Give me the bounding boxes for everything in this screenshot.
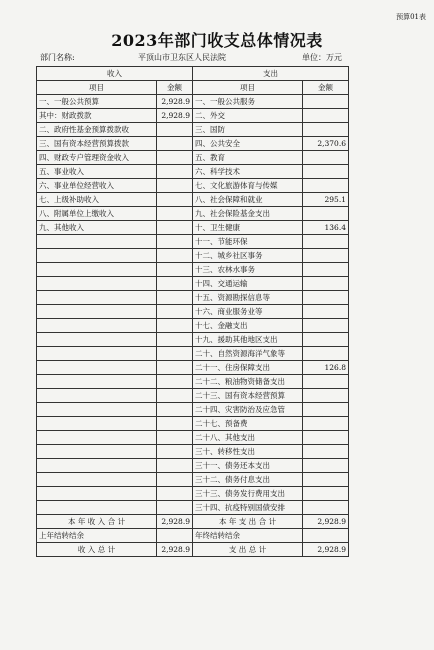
income-item-amount [157, 179, 193, 193]
expense-item-name: 二十八、其他支出 [193, 431, 303, 445]
table-row [37, 333, 349, 347]
income-empty-amount [157, 263, 193, 277]
expense-item-name: 十七、金融支出 [193, 319, 303, 333]
carry-out-label: 年终结转结余 [193, 529, 303, 543]
carry-out-amount [303, 529, 349, 543]
income-amount-header: 金额 [157, 81, 193, 95]
income-empty-amount [157, 459, 193, 473]
table-row [37, 319, 349, 333]
year-expense-label: 本 年 支 出 合 计 [193, 515, 303, 529]
income-item-amount [157, 165, 193, 179]
income-empty-cell [37, 417, 157, 431]
budget-table-body [37, 67, 349, 515]
expense-item-amount [303, 459, 349, 473]
expense-item-amount [303, 207, 349, 221]
table-row [37, 137, 349, 151]
income-empty-amount [157, 501, 193, 515]
expense-item-amount [303, 179, 349, 193]
year-total-row [37, 515, 349, 529]
income-item-amount: 2,928.9 [157, 109, 193, 123]
income-item-header: 项目 [37, 81, 157, 95]
income-item-name: 七、上级补助收入 [37, 193, 157, 207]
department-label: 部门名称: [40, 53, 75, 62]
expense-item-amount [303, 123, 349, 137]
income-empty-amount [157, 249, 193, 263]
income-item-name: 八、附属单位上缴收入 [37, 207, 157, 221]
expense-item-name: 五、教育 [193, 151, 303, 165]
table-row [37, 123, 349, 137]
table-row [37, 235, 349, 249]
expense-item-name: 四、公共安全 [193, 137, 303, 151]
expense-item-name: 二十三、国有资本经营预算 [193, 389, 303, 403]
income-empty-cell [37, 403, 157, 417]
expense-header: 支出 [193, 67, 349, 81]
expense-item-name: 十六、商业服务业等 [193, 305, 303, 319]
table-row [37, 431, 349, 445]
expense-amount-header: 金额 [303, 81, 349, 95]
table-row [37, 263, 349, 277]
table-row [37, 487, 349, 501]
table-row [37, 291, 349, 305]
expense-item-amount: 2,370.6 [303, 137, 349, 151]
table-row [37, 179, 349, 193]
total-expense-label: 支 出 总 计 [193, 543, 303, 557]
income-empty-cell [37, 459, 157, 473]
expense-item-amount [303, 431, 349, 445]
total-expense-amount: 2,928.9 [303, 543, 349, 557]
expense-item-name: 二十一、住房保障支出 [193, 361, 303, 375]
table-row [37, 277, 349, 291]
income-empty-cell [37, 473, 157, 487]
carryover-row [37, 529, 349, 543]
income-empty-amount [157, 319, 193, 333]
income-empty-cell [37, 389, 157, 403]
income-empty-amount [157, 403, 193, 417]
table-row [37, 473, 349, 487]
table-row [37, 361, 349, 375]
expense-item-name: 七、文化旅游体育与传媒 [193, 179, 303, 193]
expense-item-amount [303, 249, 349, 263]
expense-item-name: 十三、农林水事务 [193, 263, 303, 277]
year-expense-amount: 2,928.9 [303, 515, 349, 529]
table-row [37, 459, 349, 473]
expense-item-name: 十一、节能环保 [193, 235, 303, 249]
expense-item-name: 十五、资源勘探信息等 [193, 291, 303, 305]
income-item-amount [157, 221, 193, 235]
form-number: 预算01表 [396, 13, 426, 21]
expense-item-amount [303, 291, 349, 305]
expense-item-name: 十九、援助其他地区支出 [193, 333, 303, 347]
income-empty-cell [37, 277, 157, 291]
budget-table [36, 66, 349, 557]
income-item-name: 五、事业收入 [37, 165, 157, 179]
year-income-label: 本 年 收 入 合 计 [37, 515, 157, 529]
expense-item-name: 三、国防 [193, 123, 303, 137]
income-item-amount [157, 193, 193, 207]
income-empty-amount [157, 291, 193, 305]
expense-item-amount [303, 333, 349, 347]
income-item-name: 六、事业单位经营收入 [37, 179, 157, 193]
expense-item-amount [303, 165, 349, 179]
income-empty-amount [157, 361, 193, 375]
table-row [37, 221, 349, 235]
expense-item-amount [303, 445, 349, 459]
income-empty-cell [37, 291, 157, 305]
income-item-amount [157, 207, 193, 221]
expense-item-name: 三十三、债务发行费用支出 [193, 487, 303, 501]
carry-in-amount [157, 529, 193, 543]
expense-item-amount [303, 277, 349, 291]
expense-item-name: 三十四、抗疫特别国债安排 [193, 501, 303, 515]
table-row [37, 109, 349, 123]
expense-item-name: 二十七、预备费 [193, 417, 303, 431]
income-item-amount [157, 137, 193, 151]
table-row [37, 193, 349, 207]
income-empty-cell [37, 501, 157, 515]
expense-item-name: 六、科学技术 [193, 165, 303, 179]
column-header-row [37, 81, 349, 95]
income-empty-cell [37, 333, 157, 347]
income-empty-cell [37, 487, 157, 501]
income-empty-amount [157, 333, 193, 347]
income-item-amount [157, 151, 193, 165]
income-empty-cell [37, 445, 157, 459]
income-item-amount: 2,928.9 [157, 95, 193, 109]
income-empty-amount [157, 375, 193, 389]
page-title: 2023年部门收支总体情况表 [111, 31, 323, 50]
table-row [37, 375, 349, 389]
year-income-amount: 2,928.9 [157, 515, 193, 529]
expense-item-name: 二十二、粮油物资储备支出 [193, 375, 303, 389]
expense-item-name: 三十、转移性支出 [193, 445, 303, 459]
totals-body [37, 515, 349, 557]
expense-item-header: 项目 [193, 81, 303, 95]
income-empty-amount [157, 235, 193, 249]
grand-total-row [37, 543, 349, 557]
unit-label: 单位：万元 [302, 53, 342, 62]
expense-item-name: 二、外交 [193, 109, 303, 123]
table-row [37, 501, 349, 515]
income-empty-cell [37, 361, 157, 375]
table-row [37, 305, 349, 319]
income-empty-cell [37, 347, 157, 361]
income-empty-amount [157, 473, 193, 487]
income-empty-amount [157, 431, 193, 445]
expense-item-amount [303, 389, 349, 403]
expense-item-amount [303, 375, 349, 389]
income-empty-cell [37, 235, 157, 249]
income-empty-amount [157, 389, 193, 403]
expense-item-amount [303, 319, 349, 333]
income-item-name: 九、其他收入 [37, 221, 157, 235]
expense-item-amount [303, 109, 349, 123]
table-row [37, 151, 349, 165]
expense-item-amount [303, 235, 349, 249]
income-item-name: 四、财政专户管理资金收入 [37, 151, 157, 165]
expense-item-name: 一、一般公共服务 [193, 95, 303, 109]
income-empty-amount [157, 487, 193, 501]
income-header: 收入 [37, 67, 193, 81]
expense-item-amount [303, 263, 349, 277]
table-row [37, 165, 349, 179]
income-empty-amount [157, 305, 193, 319]
table-row [37, 347, 349, 361]
expense-item-amount [303, 501, 349, 515]
expense-item-name: 十四、交通运输 [193, 277, 303, 291]
expense-item-amount: 136.4 [303, 221, 349, 235]
carry-in-label: 上年结转结余 [37, 529, 157, 543]
expense-item-amount [303, 305, 349, 319]
total-income-label: 收 入 总 计 [37, 543, 157, 557]
expense-item-name: 十二、城乡社区事务 [193, 249, 303, 263]
expense-item-name: 八、社会保障和就业 [193, 193, 303, 207]
income-empty-amount [157, 277, 193, 291]
table-row [37, 389, 349, 403]
income-empty-cell [37, 305, 157, 319]
income-empty-cell [37, 375, 157, 389]
department-name: 平顶山市卫东区人民法院 [138, 53, 226, 62]
total-income-amount: 2,928.9 [157, 543, 193, 557]
expense-item-amount [303, 473, 349, 487]
income-empty-amount [157, 347, 193, 361]
expense-item-amount [303, 151, 349, 165]
income-empty-cell [37, 263, 157, 277]
expense-item-amount [303, 403, 349, 417]
expense-item-amount [303, 95, 349, 109]
income-item-name: 二、政府性基金预算拨款收 [37, 123, 157, 137]
income-empty-amount [157, 417, 193, 431]
income-empty-cell [37, 249, 157, 263]
income-item-name: 三、国有资本经营预算拨款 [37, 137, 157, 151]
income-empty-amount [157, 445, 193, 459]
section-header-row [37, 67, 349, 81]
table-row [37, 249, 349, 263]
expense-item-name: 三十一、债务还本支出 [193, 459, 303, 473]
expense-item-amount: 126.8 [303, 361, 349, 375]
expense-item-name: 十、卫生健康 [193, 221, 303, 235]
expense-item-name: 三十二、债务付息支出 [193, 473, 303, 487]
expense-item-amount [303, 417, 349, 431]
income-empty-cell [37, 319, 157, 333]
table-row [37, 95, 349, 109]
expense-item-amount [303, 347, 349, 361]
expense-item-amount: 295.1 [303, 193, 349, 207]
income-empty-cell [37, 431, 157, 445]
expense-item-name: 九、社会保险基金支出 [193, 207, 303, 221]
table-row [37, 403, 349, 417]
table-row [37, 417, 349, 431]
table-row [37, 207, 349, 221]
income-item-name: 其中：财政拨款 [37, 109, 157, 123]
income-item-amount [157, 123, 193, 137]
income-item-name: 一、一般公共预算 [37, 95, 157, 109]
table-row [37, 445, 349, 459]
expense-item-amount [303, 487, 349, 501]
expense-item-name: 二十、自然资源海洋气象等 [193, 347, 303, 361]
expense-item-name: 二十四、灾害防治及应急管 [193, 403, 303, 417]
